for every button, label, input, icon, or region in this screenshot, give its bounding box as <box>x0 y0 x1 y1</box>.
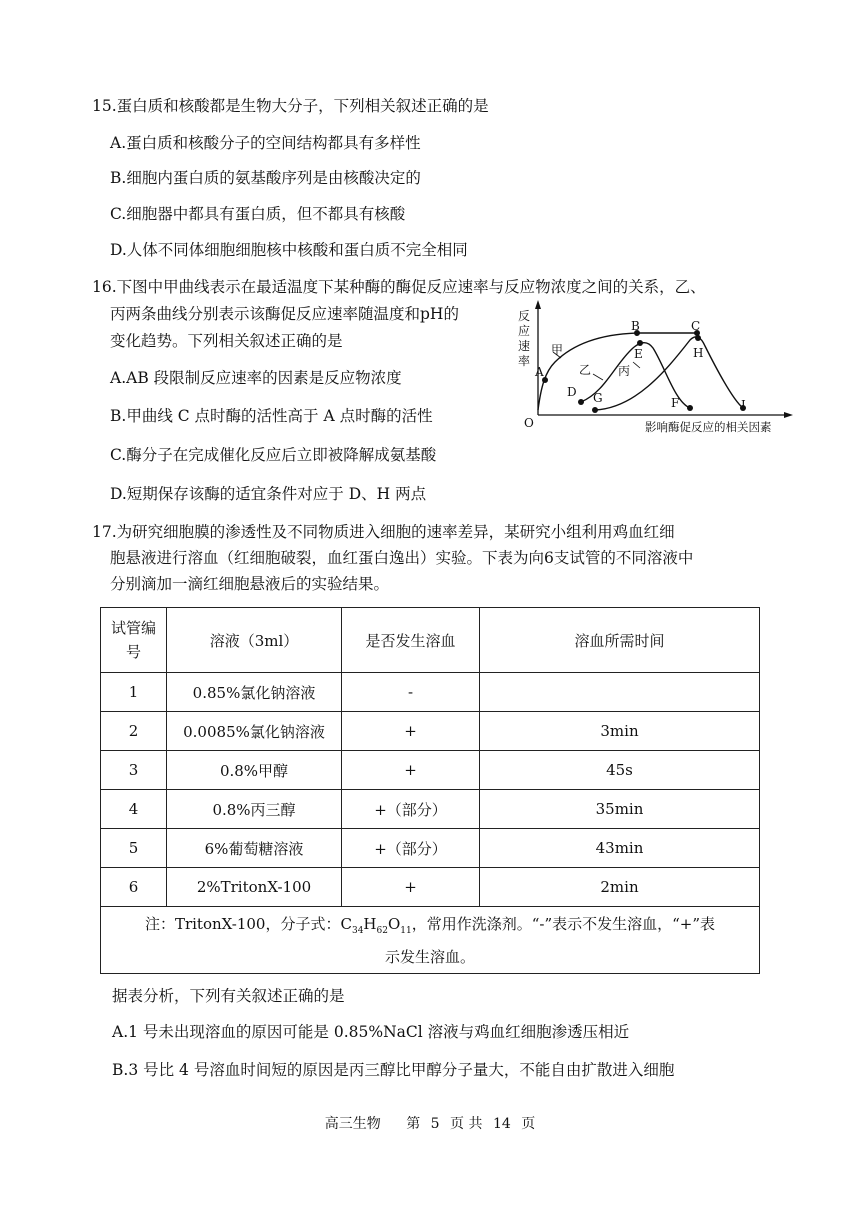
cell-tube: 1 <box>101 673 167 712</box>
formula: $C_{34}H_{62}O_{11}$ <box>340 914 412 936</box>
cell-time <box>480 673 760 712</box>
question-16-option-d: D.短期保存该酶的适宜条件对应于 D、H 两点 <box>110 485 427 503</box>
cell-tube: 3 <box>101 751 167 790</box>
point-label-g: G <box>593 391 603 405</box>
table-row <box>101 868 760 907</box>
point-h <box>695 335 701 341</box>
cell-solution: 6%葡萄糖溶液 <box>167 829 342 868</box>
question-16-stem-line-1: 16.下图中甲曲线表示在最适温度下某种酶的酶促反应速率与反应物浓度之间的关系，乙、 <box>92 278 706 296</box>
note-prefix: 注：TritonX-100，分子式： <box>144 914 341 933</box>
question-17-stem-line-2: 胞悬液进行溶血（红细胞破裂，血红蛋白逸出）实验。下表为向6支试管的不同溶液中 <box>110 549 694 567</box>
footer-page-suffix: 页 <box>521 1116 536 1132</box>
curve-label-yi: 乙 <box>579 363 592 377</box>
cell-solution: 0.0085%氯化钠溶液 <box>167 712 342 751</box>
question-17-stem-line-3: 分别滴加一滴红细胞悬液后的实验结果。 <box>110 575 390 593</box>
origin-label: O <box>524 416 534 430</box>
cell-solution: 0.8%丙三醇 <box>167 790 342 829</box>
table-note <box>101 907 760 974</box>
curve-label-jia: 甲 <box>551 343 564 357</box>
point-label-i: I <box>741 398 746 412</box>
header-tube-number: 试管编号 <box>101 608 167 673</box>
point-e <box>637 340 643 346</box>
cell-hemolysis: + <box>342 712 480 751</box>
cell-tube: 5 <box>101 829 167 868</box>
footer-subject: 高三生物 <box>324 1116 381 1132</box>
cell-hemolysis: +（部分） <box>342 790 480 829</box>
cell-time: 2min <box>480 868 760 907</box>
y-label-char-4: 率 <box>518 354 531 368</box>
point-label-e: E <box>634 347 643 361</box>
point-label-b: B <box>631 319 640 333</box>
enzyme-rate-figure <box>505 292 795 442</box>
table-row <box>101 829 760 868</box>
cell-time: 35min <box>480 790 760 829</box>
page-footer <box>0 1113 860 1133</box>
point-label-f: F <box>671 396 680 410</box>
table-row <box>101 790 760 829</box>
cell-time: 45s <box>480 751 760 790</box>
point-label-a: A <box>535 365 544 379</box>
curve-label-bing: 丙 <box>618 364 631 378</box>
question-15-option-c: C.细胞器中都具有蛋白质，但不都具有核酸 <box>110 205 406 223</box>
note-line-2: 示发生溶血。 <box>384 947 475 966</box>
question-16-option-c: C.酶分子在完成催化反应后立即被降解成氨基酸 <box>110 446 437 464</box>
table-row <box>101 673 760 712</box>
question-17-option-b: B.3 号比 4 号溶血时间短的原因是丙三醇比甲醇分子量大，不能自由扩散进入细胞 <box>112 1061 675 1079</box>
cell-tube: 6 <box>101 868 167 907</box>
point-g <box>592 407 598 413</box>
question-15-stem: 15.蛋白质和核酸都是生物大分子，下列相关叙述正确的是 <box>92 97 489 115</box>
header-hemolysis: 是否发生溶血 <box>342 608 480 673</box>
cell-hemolysis: - <box>342 673 480 712</box>
header-time: 溶血所需时间 <box>480 608 760 673</box>
question-17-option-a: A.1 号未出现溶血的原因可能是 0.85%NaCl 溶液与鸡血红细胞渗透压相近 <box>112 1023 630 1041</box>
cell-solution: 0.8%甲醇 <box>167 751 342 790</box>
cell-hemolysis: +（部分） <box>342 829 480 868</box>
point-label-c: C <box>691 319 701 333</box>
point-f <box>687 405 693 411</box>
question-17-stem-line-1: 17.为研究细胞膜的渗透性及不同物质进入细胞的速率差异，某研究小组利用鸡血红细 <box>92 523 675 541</box>
header-solution: 溶液（3ml） <box>167 608 342 673</box>
question-15-option-a: A.蛋白质和核酸分子的空间结构都具有多样性 <box>110 134 421 152</box>
cell-tube: 4 <box>101 790 167 829</box>
y-label-char-3: 速 <box>518 339 531 353</box>
question-16-stem-line-2: 丙两条曲线分别表示该酶促反应速率随温度和pH的 <box>110 305 459 323</box>
footer-page-number: 5 <box>430 1116 440 1132</box>
table-row <box>101 751 760 790</box>
question-16-option-a: A.AB 段限制反应速率的因素是反应物浓度 <box>110 369 402 387</box>
cell-solution: 2%TritonX-100 <box>167 868 342 907</box>
bing-leader <box>633 362 640 368</box>
question-15-option-b: B.细胞内蛋白质的氨基酸序列是由核酸决定的 <box>110 169 421 187</box>
hemolysis-table <box>100 607 760 974</box>
table-row <box>101 712 760 751</box>
x-axis-label: 影响酶促反应的相关因素 <box>645 420 772 434</box>
cell-time: 43min <box>480 829 760 868</box>
footer-page-prefix: 第 <box>406 1116 421 1132</box>
x-axis-arrow <box>784 412 793 418</box>
note-suffix: ，常用作洗涤剂。“-”表示不发生溶血，“+”表 <box>411 914 716 933</box>
cell-tube: 2 <box>101 712 167 751</box>
table-note-row <box>101 907 760 974</box>
yi-leader <box>593 374 603 380</box>
footer-page-total: 14 <box>492 1116 511 1132</box>
cell-time: 3min <box>480 712 760 751</box>
cell-hemolysis: + <box>342 868 480 907</box>
table-header-row <box>101 608 760 673</box>
point-d <box>578 399 584 405</box>
question-15-option-d: D.人体不同体细胞细胞核中核酸和蛋白质不完全相同 <box>110 241 468 259</box>
point-label-d: D <box>567 385 577 399</box>
footer-page-mid: 页 共 <box>450 1116 483 1132</box>
cell-solution: 0.85%氯化钠溶液 <box>167 673 342 712</box>
y-axis-arrow <box>535 300 541 309</box>
y-label-char-1: 反 <box>518 309 531 323</box>
point-label-h: H <box>693 346 704 360</box>
question-17-analysis-stem: 据表分析，下列有关叙述正确的是 <box>112 987 345 1005</box>
question-16-option-b: B.甲曲线 C 点时酶的活性高于 A 点时酶的活性 <box>110 407 433 425</box>
question-16-stem-line-3: 变化趋势。下列相关叙述正确的是 <box>110 332 343 350</box>
cell-hemolysis: + <box>342 751 480 790</box>
y-label-char-2: 应 <box>518 324 531 338</box>
